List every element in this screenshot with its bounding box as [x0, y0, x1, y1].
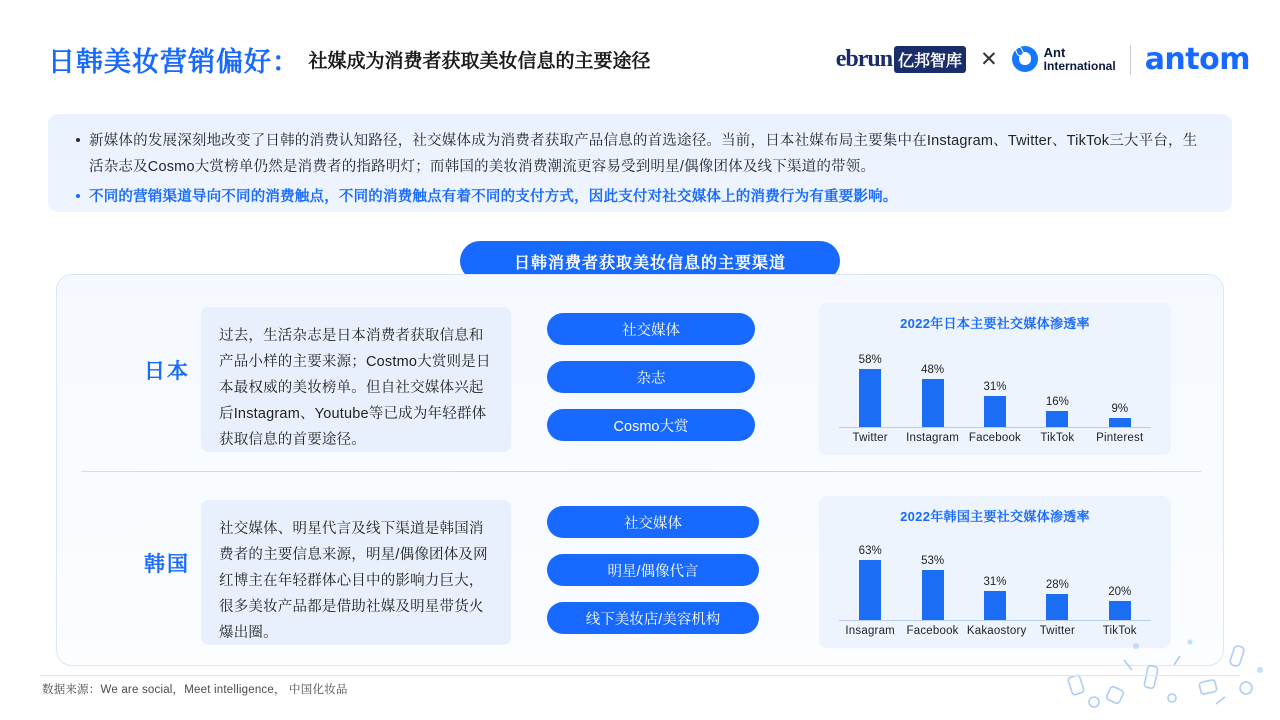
- x-tick-label: Pinterest: [1096, 432, 1144, 444]
- bar: [1109, 601, 1131, 620]
- channel-pill[interactable]: 明星/偶像代言: [547, 554, 759, 586]
- x-tick-label: Twitter: [1039, 625, 1075, 637]
- bar: [984, 396, 1006, 427]
- intro-bullet-2-text: 不同的营销渠道导向不同的消费触点，不同的消费触点有着不同的支付方式，因此支付对社交媒体上的消费行为有重要影响。: [89, 189, 898, 205]
- bar: [922, 379, 944, 427]
- country-label-korea: 韩国: [144, 553, 190, 576]
- chart-plot-japan: [839, 336, 1151, 428]
- x-tick-label: TikTok: [1102, 625, 1137, 637]
- x-tick-label: Insagram: [845, 625, 895, 637]
- x-tick-label: Facebook: [968, 432, 1022, 444]
- channel-pill-group-korea: [547, 506, 777, 650]
- page-title: 日韩美妆营销偏好：: [48, 47, 300, 77]
- bar-group: [1092, 336, 1148, 427]
- x-tick-label: Facebook: [906, 625, 959, 637]
- ebrun-logo-en: ebrun: [835, 46, 893, 72]
- intro-bullet-1: [74, 128, 1206, 180]
- bar-group: [1029, 529, 1085, 620]
- bar-value-label: 9%: [1111, 403, 1129, 415]
- ant-logo-line1: Ant: [1043, 45, 1066, 61]
- chart-title-korea: 2022年韩国主要社交媒体渗透率: [900, 509, 1090, 524]
- bar: [984, 591, 1006, 620]
- channel-pill[interactable]: 线下美妆店/美容机构: [547, 602, 759, 634]
- page-subtitle: 社媒成为消费者获取美妆信息的主要途径: [308, 51, 651, 72]
- section-title-pill: 日韩消费者获取美妆信息的主要渠道: [460, 241, 840, 281]
- bar-group: [842, 336, 898, 427]
- country-description-japan: 过去，生活杂志是日本消费者获取信息和产品小样的主要来源；Costmo大赏则是日本最权威的美妆榜单。但自社交媒体兴起后Instagram、Youtube等已成为年轻群体获取信息的首要途径。: [201, 307, 511, 452]
- bar-value-label: 20%: [1108, 586, 1132, 598]
- confetti-decoration-icon: [1050, 626, 1270, 716]
- logo-divider: [1130, 45, 1131, 75]
- bar-value-label: 48%: [921, 364, 945, 376]
- logo-group: [836, 42, 1250, 77]
- ant-logo-text: [1044, 46, 1116, 72]
- bar-value-label: 31%: [983, 381, 1007, 393]
- bar-group: [905, 529, 961, 620]
- antom-logo: antom: [1144, 42, 1250, 77]
- x-tick-label: Instagram: [906, 432, 960, 444]
- bar: [1109, 418, 1131, 427]
- country-description-korea: 社交媒体、明星代言及线下渠道是韩国消费者的主要信息来源，明星/偶像团体及网红博主在年轻群体心目中的影响力巨大，很多美妆产品都是借助社媒及明星带货火爆出圈。: [201, 500, 511, 645]
- chart-title-japan: 2022年日本主要社交媒体渗透率: [900, 316, 1090, 331]
- bar: [859, 560, 881, 620]
- bar-group: [967, 529, 1023, 620]
- chart-plot-korea: [839, 529, 1151, 621]
- intro-bullet-2: [74, 184, 1206, 210]
- bar: [922, 570, 944, 620]
- x-tick-label: TikTok: [1040, 432, 1075, 444]
- bar-value-label: 58%: [858, 354, 882, 366]
- x-tick-label: Twitter: [852, 432, 888, 444]
- ebrun-logo: [836, 46, 966, 73]
- slide-header: [48, 40, 1250, 88]
- bar-value-label: 31%: [983, 576, 1007, 588]
- country-row-japan: [57, 287, 1223, 467]
- bar-group: [842, 529, 898, 620]
- bar-group: [905, 336, 961, 427]
- bullet-dot-icon: [76, 194, 80, 198]
- bar-group: [1092, 529, 1148, 620]
- content-card: [56, 274, 1224, 666]
- intro-bullet-1-text: 新媒体的发展深刻地改变了日韩的消费认知路径，社交媒体成为消费者获取产品信息的首选途径。当前，日本社媒布局主要集中在Instagram、Twitter、TikTok三大平台，生活杂志及Cosmo大赏榜单仍然是消费者的指路明灯；而韩国的美妆消费潮流更容易受到明星/偶像团体及线下渠道的带领。: [89, 133, 1198, 175]
- ant-international-logo: [1012, 46, 1116, 72]
- bar-value-label: 16%: [1045, 396, 1069, 408]
- cross-icon: ✕: [980, 48, 998, 71]
- channel-pill[interactable]: 社交媒体: [547, 313, 755, 345]
- channel-pill-group-japan: [547, 313, 777, 457]
- ant-mark-icon: [1012, 46, 1038, 72]
- channel-pill[interactable]: 社交媒体: [547, 506, 759, 538]
- ant-logo-line2: International: [1043, 59, 1116, 74]
- channel-pill[interactable]: 杂志: [547, 361, 755, 393]
- bar: [859, 369, 881, 427]
- data-source-note: 数据来源：We are social，Meet intelligence， 中国化妆品: [42, 684, 348, 696]
- country-row-korea: [57, 480, 1223, 660]
- x-tick-label: Kakaostory: [966, 625, 1027, 637]
- country-label-japan: 日本: [144, 360, 190, 383]
- intro-callout: [48, 114, 1232, 212]
- chart-panel-japan: [819, 303, 1171, 455]
- bar-group: [1029, 336, 1085, 427]
- channel-pill[interactable]: Cosmo大赏: [547, 409, 755, 441]
- chart-x-labels-japan: [839, 432, 1151, 444]
- bar-value-label: 28%: [1045, 579, 1069, 591]
- bar-group: [967, 336, 1023, 427]
- ebrun-logo-cn: 亿邦智库: [894, 46, 966, 73]
- bar-value-label: 63%: [858, 545, 882, 557]
- bar: [1046, 411, 1068, 427]
- row-divider: [81, 471, 1201, 472]
- bar: [1046, 594, 1068, 620]
- bar-value-label: 53%: [921, 555, 945, 567]
- footer-divider: [40, 675, 1240, 676]
- bullet-dot-icon: [76, 138, 80, 142]
